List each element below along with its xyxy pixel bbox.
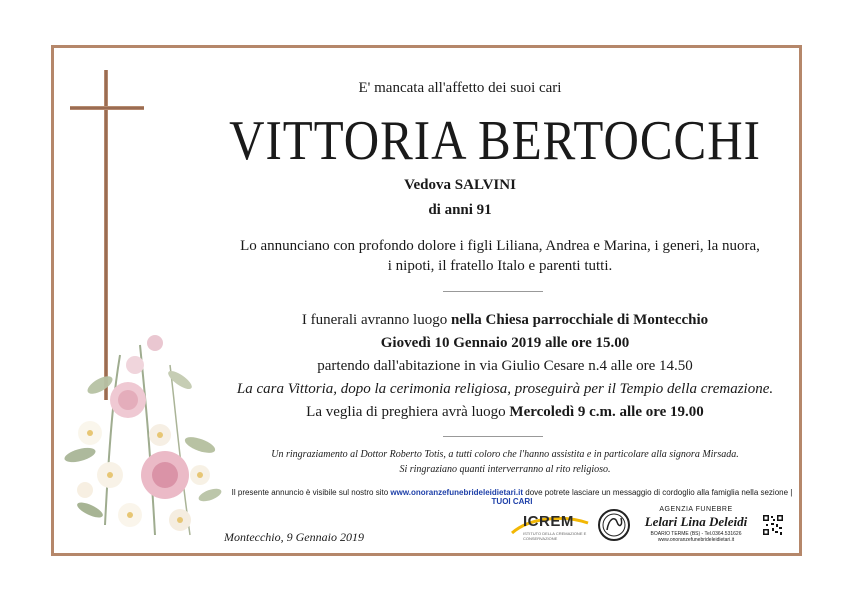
- separator: [443, 436, 543, 437]
- funeral-location-prefix: I funerali avranno luogo: [301, 312, 451, 328]
- funeral-details: [200, 309, 810, 424]
- deceased-name-text: VITTORIA BERTOCCHI: [229, 108, 761, 172]
- intro-text: E' mancata all'affetto dei suoi cari: [358, 80, 562, 96]
- age-text: di anni 91: [428, 202, 492, 218]
- website-notice: [222, 488, 802, 506]
- agency-label: AGENZIA FUNEBRE: [659, 506, 733, 513]
- icrem-subtitle: ISTITUTO DELLA CREMAZIONE E CONSERVAZIONE: [523, 531, 587, 541]
- thanks-line: Si ringraziano quanti interverranno al rito religioso.: [399, 464, 611, 475]
- qr-code-icon[interactable]: [762, 514, 784, 536]
- announcement: [215, 236, 785, 276]
- deceased-name: [195, 107, 795, 173]
- icrem-name: ICREM: [523, 513, 574, 530]
- funeral-location-church: nella Chiesa parrocchiale di Montecchio: [450, 312, 709, 328]
- announcement-line: Lo annunciano con profondo dolore i figli Liliana, Andrea e Marina, i generi, la nuora,: [240, 238, 760, 254]
- place-date: Montecchio, 9 Gennaio 2019: [224, 530, 364, 544]
- announcement-line: i nipoti, il fratello Italo e parenti tutti.: [387, 258, 613, 274]
- thanks: [225, 447, 785, 477]
- agency-monogram-icon: [597, 508, 631, 542]
- agency-name: Lelari Lina Deleidi: [644, 514, 748, 529]
- funeral-location: [200, 309, 810, 332]
- tuoi-cari-link[interactable]: TUOI CARI: [491, 497, 533, 506]
- funeral-date: Giovedì 10 Gennaio 2019 alle ore 15.00: [380, 335, 630, 351]
- separator: [443, 291, 543, 292]
- funeral-cremation: La cara Vittoria, dopo la cerimonia religiosa, proseguirà per il Tempio della cremazione.: [236, 381, 774, 397]
- widow-text: Vedova SALVINI: [404, 177, 516, 193]
- funeral-departure: partendo dall'abitazione in via Giulio Cesare n.4 alle ore 14.50: [317, 358, 693, 374]
- notice-middle: dove potrete lasciare un messaggio di cordoglio alla famiglia nella sezione |: [523, 488, 793, 497]
- agency-info: [636, 506, 756, 543]
- cross-arm: [70, 106, 144, 110]
- website-link[interactable]: www.onoranzefunebrideleidietari.it: [390, 488, 524, 497]
- agency-site[interactable]: www.onoranzefunebrideleidietari.it: [657, 537, 735, 543]
- notice-prefix: Il presente annuncio è visibile sul nostro sito: [231, 488, 391, 497]
- thanks-line: Un ringraziamento al Dottor Roberto Totis, a tutti coloro che l'hanno assistita e in particolare alla signora Mirsada.: [271, 449, 739, 460]
- vigil-prefix: La veglia di preghiera avrà luogo: [306, 404, 510, 420]
- agency-address: BOARIO TERME (BS) - Tel.0364.531626: [650, 531, 742, 537]
- vigil-date: Mercoledì 9 c.m. alle ore 19.00: [509, 404, 704, 420]
- vigil: [200, 401, 810, 424]
